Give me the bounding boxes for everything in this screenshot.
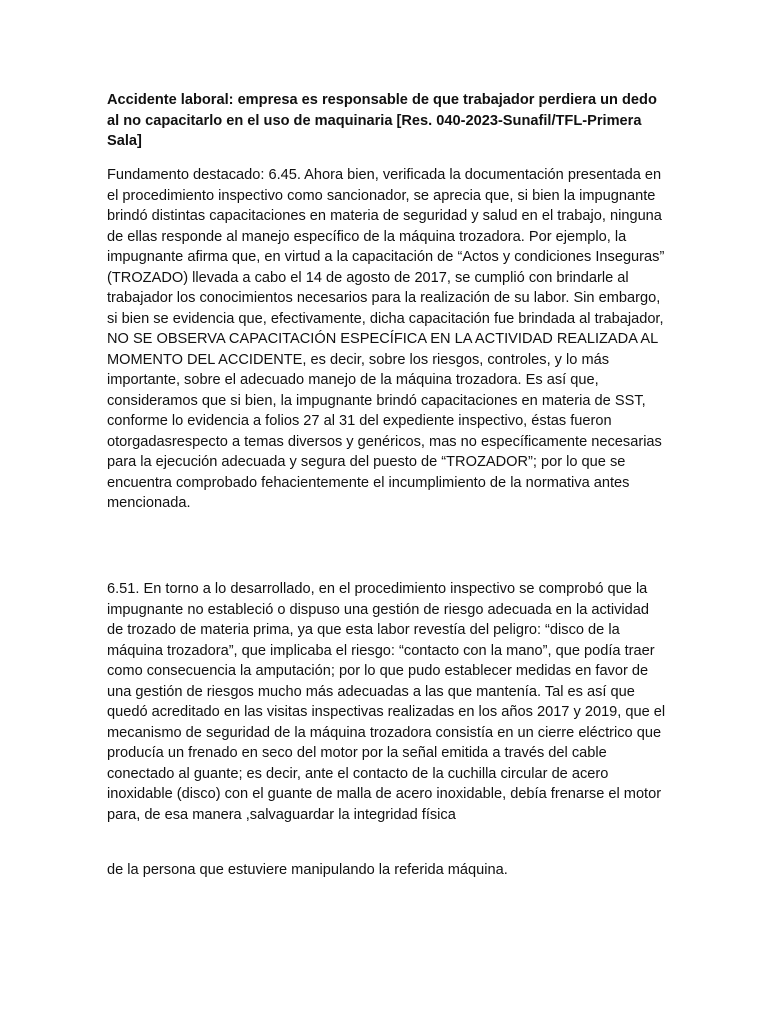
document-title: Accidente laboral: empresa es responsable de que trabajador perdiera un dedo al no capacitarlo en el uso de maquinaria [Res. 040-2023-Sunafil/TFL-Primera Sala]	[107, 92, 657, 149]
paragraph-continuation: de la persona que estuviere manipulando la referida máquina.	[107, 862, 508, 878]
paragraph-fundamento: Fundamento destacado: 6.45. Ahora bien, verificada la documentación presentada en el procedimiento inspectivo como sancionador, se aprecia que, si bien la impugnante brindó distintas capacitaciones en materia de seguridad y salud en el trabajo, ninguna de ellas responde al manejo específico de la máquina trozadora. Por ejemplo, la impugnante afirma que, en virtud a la capacitación de “Actos y condiciones Inseguras” (TROZADO) llevada a cabo el 14 de agosto de 2017, se cumplió con brindarle al trabajador los conocimientos necesarios para la realización de su labor. Sin embargo, si bien se evidencia que, efectivamente, dicha capacitación fue brindada al trabajador, NO SE OBSERVA CAPACITACIÓN ESPECÍFICA EN LA ACTIVIDAD REALIZADA AL MOMENTO DEL ACCIDENTE, es decir, sobre los riesgos, controles, y lo más importante, sobre el adecuado manejo de la máquina trozadora. Es así que, consideramos que si bien, la impugnante brindó capacitaciones en materia de SST, conforme lo evidencia a folios 27 al 31 del expediente inspectivo, éstas fueron otorgadasrespecto a temas diversos y genéricos, mas no específicamente necesarias para la ejecución adecuada y segura del puesto de “TROZADOR”; por lo que se encuentra comprobado fehacientemente el incumplimiento de la normativa antes mencionada.	[107, 167, 665, 511]
paragraph-6-51: 6.51. En torno a lo desarrollado, en el procedimiento inspectivo se comprobó que la impugnante no estableció o dispuso una gestión de riesgo adecuada en la actividad de trozado de materia prima, ya que esta labor revestía del peligro: “disco de la máquina trozadora”, que implicaba el riesgo: “contacto con la mano”, que podía traer como consecuencia la amputación; por lo que pudo establecer medidas en favor de una gestión de riesgos mucho más adecuadas a las que mantenía. Tal es así que quedó acreditado en las visitas inspectivas realizadas en los años 2017 y 2019, que el mecanismo de seguridad de la máquina trozadora consistía en un cierre eléctrico que producía un frenado en seco del motor por la señal emitida a través del cable conectado al guante; es decir, ante el contacto de la cuchilla circular de acero inoxidable (disco) con el guante de malla de acero inoxidable, debía frenarse el motor para, de esa manera ,salvaguardar la integridad física	[107, 581, 666, 823]
